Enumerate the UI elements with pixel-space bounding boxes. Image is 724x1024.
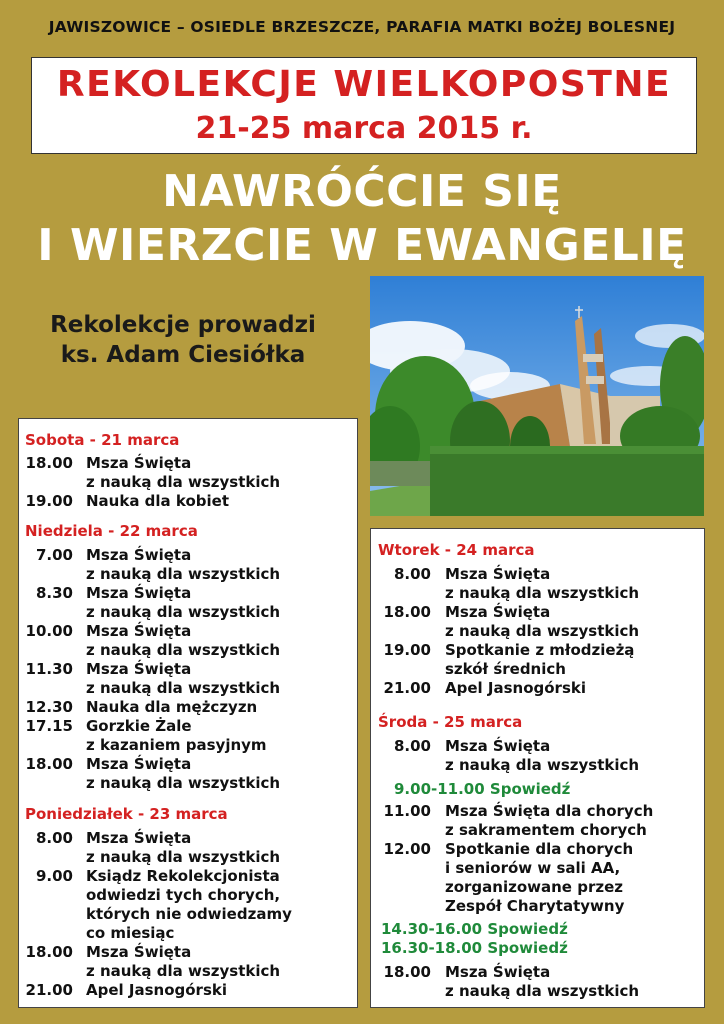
confession-time: 16.30-18.00 Spowiedź	[381, 939, 568, 957]
event-desc: Msza Święta	[445, 603, 551, 621]
event-desc: Msza Święta	[86, 660, 192, 678]
event-desc: Gorzkie Żale	[86, 717, 192, 735]
time: 8.00	[393, 737, 431, 755]
time: 18.00	[25, 755, 73, 773]
time: 17.15	[25, 717, 73, 735]
event-desc: Msza Święta	[86, 546, 192, 564]
time: 18.00	[25, 943, 73, 961]
event-desc: z sakramentem chorych	[445, 821, 647, 839]
event-desc: Msza Święta	[86, 622, 192, 640]
time: 11.30	[25, 660, 73, 678]
time: 8.00	[393, 565, 431, 583]
day-heading-wtorek: Wtorek - 24 marca	[378, 541, 535, 559]
event-desc: Spotkanie dla chorych	[445, 840, 634, 858]
event-desc: Msza Święta	[86, 584, 192, 602]
slogan-line-2: I WIERZCIE W EWANGELIĘ	[37, 220, 687, 271]
time: 8.30	[35, 584, 73, 602]
leader-line-1: Rekolekcje prowadzi	[50, 312, 316, 338]
event-desc: z nauką dla wszystkich	[86, 774, 281, 792]
day-heading-poniedzialek: Poniedziałek - 23 marca	[25, 805, 228, 823]
event-desc: Nauka dla mężczyzn	[86, 698, 258, 716]
event-dates: 21-25 marca 2015 r.	[195, 111, 533, 146]
day-heading-sobota: Sobota - 21 marca	[25, 431, 180, 449]
time: 12.30	[25, 698, 73, 716]
event-desc: z kazaniem pasyjnym	[86, 736, 267, 754]
time: 7.00	[35, 546, 73, 564]
time: 11.00	[383, 802, 431, 820]
event-desc: z nauką dla wszystkich	[445, 584, 640, 602]
slogan-line-1: NAWRÓĆCIE SIĘ	[162, 166, 562, 217]
event-desc: Msza Święta	[86, 943, 192, 961]
event-desc: Msza Święta	[445, 565, 551, 583]
event-desc: Msza Święta	[445, 737, 551, 755]
event-desc: szkół średnich	[445, 660, 566, 678]
event-desc: Apel Jasnogórski	[445, 679, 586, 697]
event-desc: Nauka dla kobiet	[86, 492, 229, 510]
day-heading-sroda: Środa - 25 marca	[378, 713, 523, 731]
event-desc: Ksiądz Rekolekcjonista	[86, 867, 280, 885]
time: 12.00	[383, 840, 431, 858]
title: REKOLEKCJE WIELKOPOSTNE	[56, 64, 672, 105]
event-desc: Msza Święta	[86, 454, 192, 472]
event-desc: Msza Święta	[86, 829, 192, 847]
time: 10.00	[25, 622, 73, 640]
confession-time: 14.30-16.00 Spowiedź	[381, 920, 568, 938]
schedule-right	[370, 528, 705, 1008]
event-desc: Msza Święta dla chorych	[445, 802, 654, 820]
event-desc: z nauką dla wszystkich	[445, 982, 640, 1000]
title-box	[31, 57, 697, 154]
time: 21.00	[25, 981, 73, 999]
time: 18.00	[383, 603, 431, 621]
event-desc: i seniorów w sali AA,	[445, 859, 621, 877]
time: 18.00	[383, 963, 431, 981]
event-desc: co miesiąc	[86, 924, 175, 942]
event-desc: z nauką dla wszystkich	[86, 473, 281, 491]
event-desc: z nauką dla wszystkich	[86, 679, 281, 697]
event-desc: z nauką dla wszystkich	[445, 756, 640, 774]
event-desc: z nauką dla wszystkich	[445, 622, 640, 640]
event-desc: których nie odwiedzamy	[86, 905, 292, 923]
time: 19.00	[25, 492, 73, 510]
event-desc: Apel Jasnogórski	[86, 981, 227, 999]
event-desc: z nauką dla wszystkich	[86, 641, 281, 659]
event-desc: Zespół Charytatywny	[445, 897, 625, 915]
event-desc: Msza Święta	[445, 963, 551, 981]
time: 18.00	[25, 454, 73, 472]
church-photo	[370, 276, 704, 516]
event-desc: z nauką dla wszystkich	[86, 603, 281, 621]
event-desc: z nauką dla wszystkich	[86, 848, 281, 866]
event-desc: zorganizowane przez	[445, 878, 623, 896]
time: 8.00	[35, 829, 73, 847]
day-heading-niedziela: Niedziela - 22 marca	[25, 522, 198, 540]
event-desc: Spotkanie z młodzieżą	[445, 641, 635, 659]
confession-time: 9.00-11.00 Spowiedź	[394, 780, 571, 798]
event-desc: Msza Święta	[86, 755, 192, 773]
time: 21.00	[383, 679, 431, 697]
time: 9.00	[35, 867, 73, 885]
parish-header: JAWISZOWICE – OSIEDLE BRZESZCZE, PARAFIA MATKI BOŻEJ BOLESNEJ	[48, 18, 676, 36]
schedule-left	[18, 418, 358, 1008]
time: 19.00	[383, 641, 431, 659]
event-desc: odwiedzi tych chorych,	[86, 886, 281, 904]
event-desc: z nauką dla wszystkich	[86, 565, 281, 583]
event-desc: z nauką dla wszystkich	[86, 962, 281, 980]
leader-line-2: ks. Adam Ciesiółka	[60, 342, 306, 368]
